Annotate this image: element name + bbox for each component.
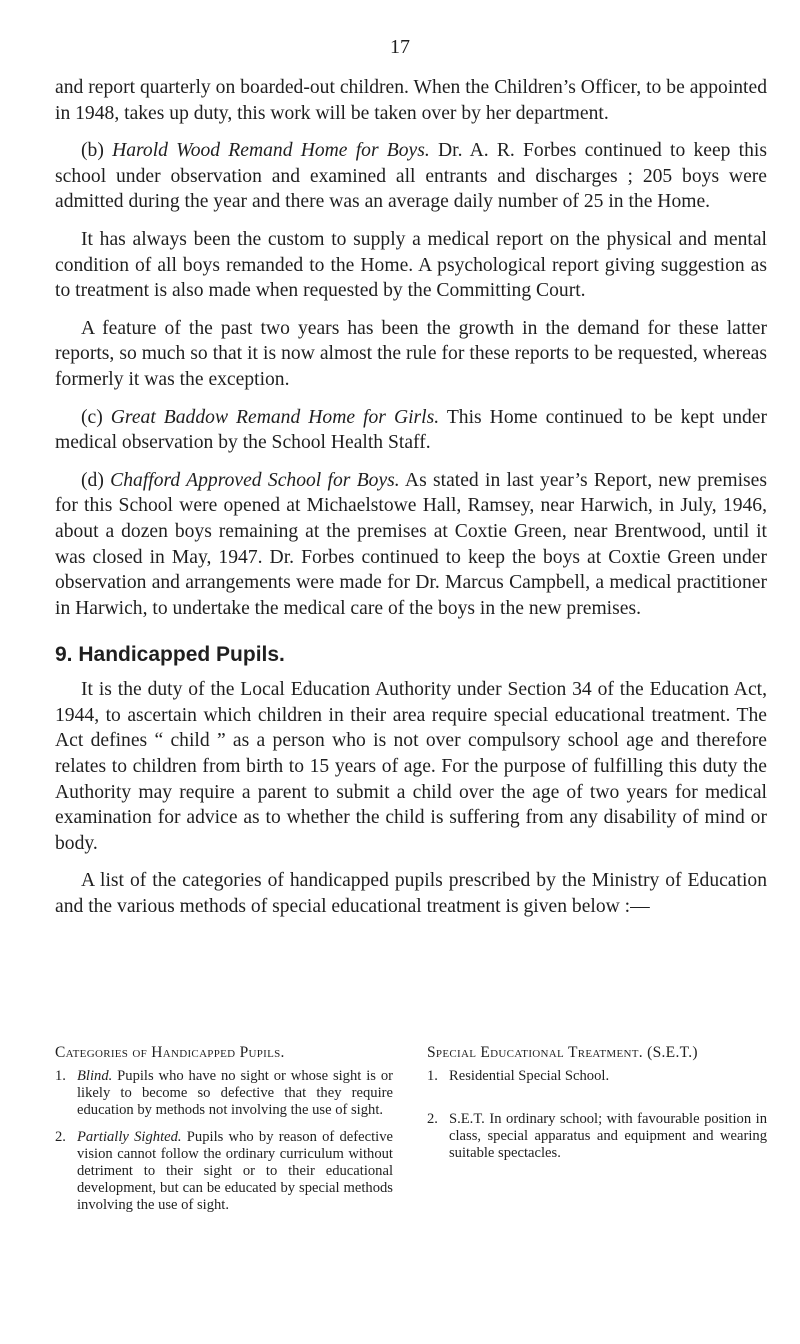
item-label: (c)	[81, 406, 103, 428]
paragraph-list-intro: A list of the categories of handicapped pupils prescribed by the Ministry of Education and the various methods of special educational treatment is given below :—	[55, 870, 767, 918]
institution-name: Harold Wood Remand Home for Boys.	[112, 140, 430, 162]
item-number: 2.	[427, 1111, 438, 1127]
item-number: 2.	[55, 1129, 66, 1145]
item-label: (d)	[81, 469, 104, 491]
categories-column	[55, 1044, 393, 1224]
categories-heading: Categories of Handicapped Pupils.	[55, 1044, 285, 1061]
paragraph-duty: It is the duty of the Local Education Authority under Section 34 of the Education Act, 1944, to ascertain which children in their area require special educational treatment. The Act defines “ child ” as a person who is not over compulsory school age and therefore relates to children from birth to 15 years of age. For the purpose of fulfilling this duty the Authority may require a parent to submit a child over the age of two years for medical examination for advice as to whether the child is suffering from any disability of mind or body.	[55, 679, 767, 854]
category-description: Pupils who by reason of defective vision cannot follow the ordinary curriculum without detriment to their sight or to their educational development, but can be educated by special methods involving the use of sight.	[77, 1129, 393, 1213]
paragraph-text: Dr. A. R. Forbes continued to keep this school under observation and examined all entrants and discharges ; 205 boys were admitted during the year and there was an average daily number of 25 in the Home.	[55, 140, 767, 213]
categories-table	[55, 1044, 767, 1224]
treatment-column	[427, 1044, 767, 1224]
item-number: 1.	[55, 1068, 66, 1084]
paragraph-chafford	[55, 468, 767, 622]
page-body	[55, 75, 767, 920]
paragraph-medical-report: It has always been the custom to supply a medical report on the physical and mental condition of all boys remanded to the Home. A psychological report giving suggestion as to treatment is also made when requested by the Committing Court.	[55, 228, 767, 302]
section-heading: 9. Handicapped Pupils.	[55, 643, 285, 667]
treatment-heading: Special Educational Treatment. (S.E.T.)	[427, 1044, 698, 1061]
treatment-item	[427, 1068, 767, 1085]
category-name: Partially Sighted.	[77, 1129, 182, 1145]
institution-name: Chafford Approved School for Boys.	[110, 469, 400, 491]
treatment-description: Residential Special School.	[449, 1068, 610, 1084]
item-label: (b)	[81, 140, 104, 162]
category-item	[55, 1068, 393, 1119]
item-text	[77, 1129, 393, 1214]
paragraph-continuation: and report quarterly on boarded-out children. When the Children’s Officer, to be appointed in 1948, takes up duty, this work will be taken over by her department.	[55, 77, 767, 124]
item-text	[77, 1068, 393, 1119]
category-description: Pupils who have no sight or whose sight is or likely to become so defective that they require education by methods not involving the use of sight.	[77, 1068, 393, 1118]
treatment-description: S.E.T. In ordinary school; with favourable position in class, special apparatus and equipment and wearing suitable spectacles.	[449, 1111, 767, 1161]
treatment-item	[427, 1111, 767, 1162]
paragraph-text: As stated in last year’s Report, new premises for this School were opened at Michaelstowe Hall, Ramsey, near Harwich, in July, 1946, about a dozen boys remaining at the premises at Coxtie Green, near Brentwood, until it was closed in May, 1947. Dr. Forbes continued to keep the boys at Coxtie Green under observation and arrangements were made for Dr. Marcus Campbell, a medical practitioner in Harwich, to undertake the medical care of the boys in the new premises.	[55, 469, 767, 619]
page-number: 17	[390, 36, 410, 58]
paragraph-harold-wood	[55, 138, 767, 215]
paragraph-demand-growth: A feature of the past two years has been the growth in the demand for these latter reports, so much so that it is now almost the rule for these reports to be requested, whereas formerly it was the exception.	[55, 317, 767, 390]
institution-name: Great Baddow Remand Home for Girls.	[110, 406, 440, 428]
paragraph-text: This Home continued to be kept under medical observation by the School Health Staff.	[55, 406, 768, 454]
item-number: 1.	[427, 1068, 438, 1084]
category-item	[55, 1129, 393, 1214]
category-name: Blind.	[77, 1068, 113, 1084]
paragraph-great-baddow	[55, 405, 767, 456]
